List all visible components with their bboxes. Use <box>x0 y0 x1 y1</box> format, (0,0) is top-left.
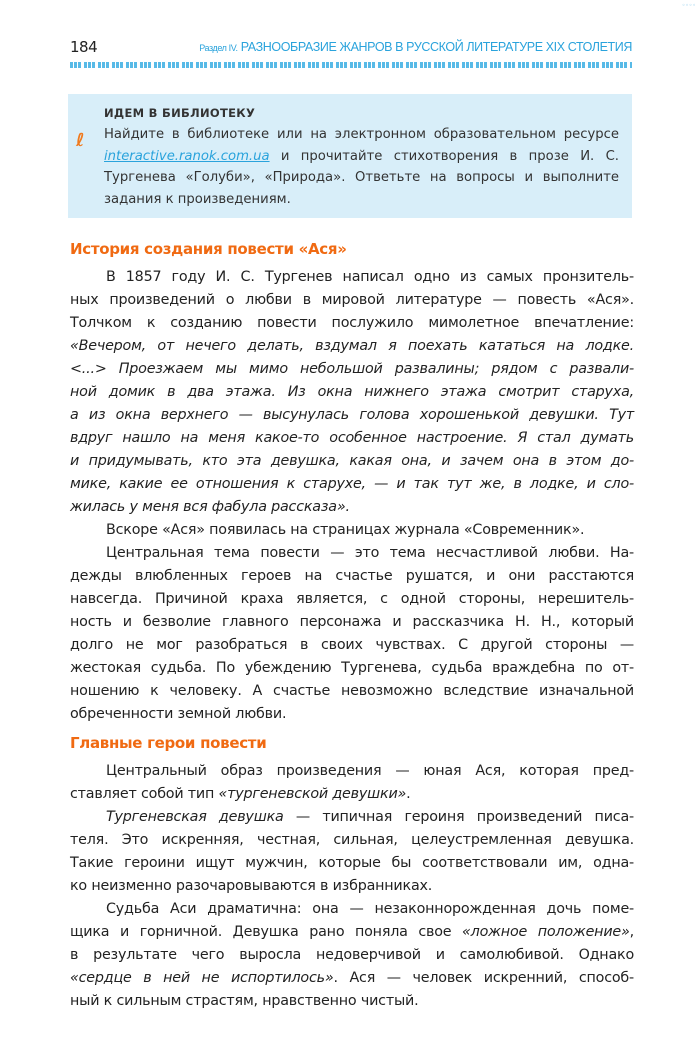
text-segment: долго не мог разобраться в своих чувствах. С другой стороны — <box>70 637 634 653</box>
text-line <box>70 565 634 588</box>
paragraph <box>70 519 634 542</box>
text-line <box>70 657 634 680</box>
paragraph <box>70 806 634 898</box>
section-heading: Главные герои повести <box>70 734 267 752</box>
text-segment: щика и горничной. Девушка рано поняла свое <box>70 924 463 940</box>
paragraph <box>70 760 634 806</box>
library-text-after: и прочитайте стихотворения в прозе И. С. Тургенева «Голуби», «Природа». Ответьте на вопросы и выполните задания к произведениям. <box>104 148 619 207</box>
text-line <box>70 680 634 703</box>
text-segment: Такие героини ищут мужчин, которые бы соответствовали им, одна- <box>70 855 634 871</box>
italic-text: «сердце в ней не испортилось» <box>70 970 334 986</box>
text-segment: дежды влюбленных героев на счастье рушатся, и они расстаются <box>70 568 634 584</box>
italic-text: и придумывать, кто эта девушка, какая она, и зачем она в этом до- <box>70 453 634 469</box>
library-box-text <box>104 124 619 210</box>
italic-text: Тургеневская девушка <box>106 809 284 825</box>
text-line <box>70 898 634 921</box>
text-segment: В 1857 году И. С. Тургенев написал одно из самых пронзитель- <box>106 269 634 285</box>
text-segment: Судьба Аси драматична: она — незаконнорожденная дочь поме- <box>106 901 634 917</box>
text-line <box>70 381 634 404</box>
text-segment: теля. Это искренняя, честная, сильная, целеустремленная девушка. <box>70 832 634 848</box>
italic-text: мике, какие ее отношения к старухе, — и так тут же, в лодке, и сло- <box>70 476 634 492</box>
text-segment: Центральная тема повести — это тема несчастливой любви. На- <box>106 545 634 561</box>
text-line <box>70 760 634 783</box>
text-segment: жестокая судьба. По убеждению Тургенева, судьба враждебна по от- <box>70 660 634 676</box>
library-box-title: ИДЕМ В БИБЛИОТЕКУ <box>104 106 256 120</box>
main-content <box>70 236 634 1017</box>
corner-mark: ◦◦◦◦ <box>681 2 696 9</box>
section-label: Раздел IV. <box>199 43 238 53</box>
text-segment: ный к сильным страстям, нравственно чистый. <box>70 993 419 1009</box>
text-line <box>70 875 634 898</box>
text-line <box>70 312 634 335</box>
library-marker-icon: ℓ <box>76 130 85 151</box>
resource-link[interactable]: interactive.ranok.com.ua <box>104 148 270 164</box>
text-segment: Толчком к созданию повести послужило мимолетное впечатление: <box>70 315 634 331</box>
text-segment: . <box>406 786 411 802</box>
paragraph <box>70 266 634 519</box>
text-segment: в результате чего выросла недоверчивой и самолюбивой. Однако <box>70 947 634 963</box>
text-line <box>70 634 634 657</box>
text-line <box>70 588 634 611</box>
text-segment: Вскоре «Ася» появилась на страницах журнала «Современник». <box>106 522 585 538</box>
italic-text: «Вечером, от нечего делать, вздумал я поехать кататься на лодке. <box>70 338 634 354</box>
text-line <box>70 519 634 542</box>
text-line <box>70 335 634 358</box>
paragraph <box>70 898 634 1013</box>
paragraph <box>70 542 634 726</box>
text-segment: ность и безволие главного персонажа и рассказчика Н. Н., который <box>70 614 634 630</box>
text-segment: , <box>629 924 634 940</box>
text-line <box>70 944 634 967</box>
text-line <box>70 852 634 875</box>
text-line <box>70 496 634 519</box>
text-line <box>70 783 634 806</box>
text-line <box>70 404 634 427</box>
text-line <box>70 806 634 829</box>
text-segment: . Ася — человек искренний, способ- <box>333 970 634 986</box>
text-line <box>70 921 634 944</box>
text-line <box>70 703 634 726</box>
text-line <box>70 967 634 990</box>
section-title: РАЗНООБРАЗИЕ ЖАНРОВ В РУССКОЙ ЛИТЕРАТУРЕ XIX СТОЛЕТИЯ <box>240 40 632 54</box>
italic-text: а из окна верхнего — высунулась голова хорошенькой девушки. Тут <box>70 407 634 423</box>
text-segment: Центральный образ произведения — юная Ася, которая пред- <box>106 763 634 779</box>
text-line <box>70 611 634 634</box>
text-segment: ношению к человеку. А счастье невозможно вследствие изначальной <box>70 683 634 699</box>
section-heading: История создания повести «Ася» <box>70 240 347 258</box>
running-header <box>199 40 632 54</box>
italic-text: вдруг нашло на меня какое-то особенное настроение. Я стал думать <box>70 430 634 446</box>
library-text-before: Найдите в библиотеке или на электронном образовательном ресурсе <box>104 127 619 142</box>
italic-text: ной домик в два этажа. Из окна нижнего этажа смотрит старуха, <box>70 384 634 400</box>
italic-text: «тургеневской девушки» <box>218 786 407 802</box>
text-line <box>70 289 634 312</box>
text-line <box>70 542 634 565</box>
decorative-divider <box>70 62 632 68</box>
library-box <box>68 94 632 218</box>
text-line <box>70 473 634 496</box>
text-line <box>70 266 634 289</box>
text-segment: ных произведений о любви в мировой литературе — повесть «Ася». <box>70 292 634 308</box>
italic-text: жилась у меня вся фабула рассказа». <box>70 499 350 515</box>
text-segment: ставляет собой тип <box>70 786 219 802</box>
text-line <box>70 358 634 381</box>
text-line <box>70 829 634 852</box>
italic-text: <...> Проезжаем мы мимо небольшой развалины; рядом с развали- <box>70 361 634 377</box>
page-number: 184 <box>70 38 98 56</box>
text-line <box>70 427 634 450</box>
text-line <box>70 990 634 1013</box>
text-segment: обреченности земной любви. <box>70 706 287 722</box>
text-segment: ко неизменно разочаровываются в избранниках. <box>70 878 433 894</box>
text-segment: навсегда. Причиной краха является, с одной стороны, нерешитель- <box>70 591 634 607</box>
text-line <box>70 450 634 473</box>
italic-text: «ложное положение» <box>462 924 630 940</box>
text-segment: — типичная героиня произведений писа- <box>283 809 634 825</box>
